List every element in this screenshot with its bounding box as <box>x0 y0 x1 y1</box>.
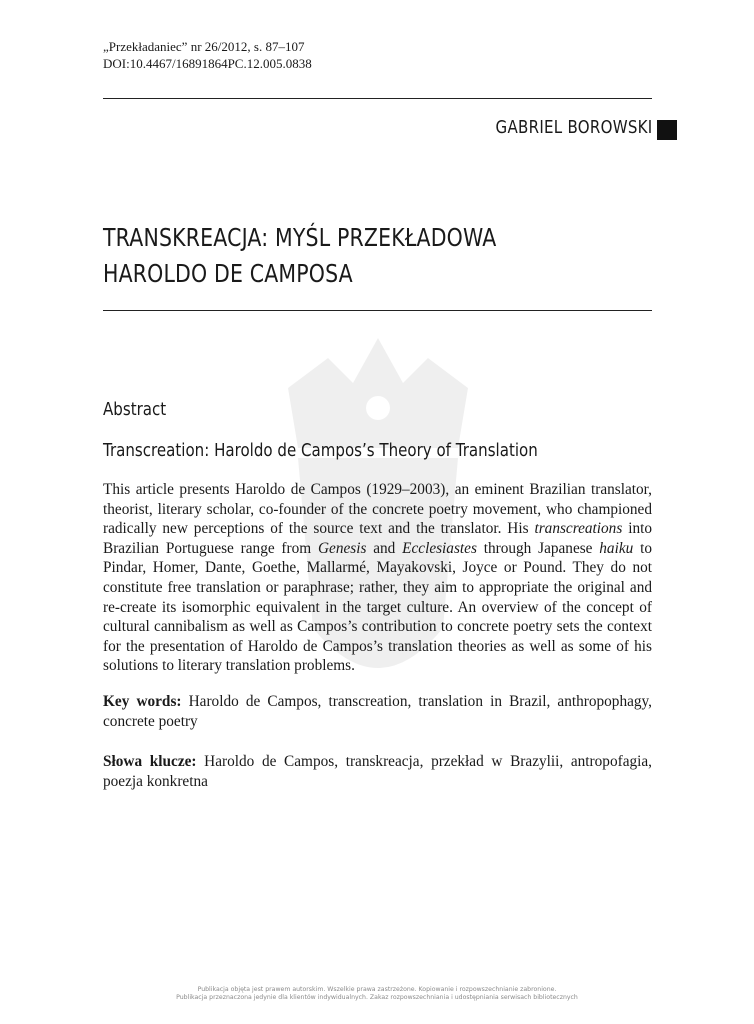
title-line-2: HAROLDO DE CAMPOSA <box>103 259 353 288</box>
abstract-text: This article presents Haroldo de Campos (1929–2003), an eminent Brazilian translator, theorist, literary scholar, co-founder of the concrete poetry movement, who championed radically new perceptions of the source text and the translator. His <box>103 481 652 538</box>
abstract-body <box>103 480 652 676</box>
author-name: GABRIEL BOROWSKI <box>495 118 652 138</box>
keywords-label: Key words: <box>103 693 182 710</box>
emphasis-genesis: Genesis <box>317 539 367 557</box>
abstract-text: into Brazilian Portuguese range from <box>103 520 652 557</box>
copyright-footer <box>0 986 754 1002</box>
keywords-polish <box>103 752 652 791</box>
author-marker <box>657 120 677 140</box>
title-line-1: TRANSKREACJA: MYŚL PRZEKŁADOWA <box>103 223 497 252</box>
abstract-text: and <box>366 539 403 557</box>
emphasis-transcreations: transcreations <box>534 520 623 538</box>
keywords-polish-text: Haroldo de Campos, transkreacja, przekład w Brazylii, antropofagia, poezja konkretna <box>103 753 652 790</box>
title-divider <box>103 310 652 311</box>
footer-line-1: Publikacja objęta jest prawem autorskim. Wszelkie prawa zastrzeżone. Kopiowanie i rozpowszechnianie zabronione. <box>197 986 557 993</box>
emphasis-haiku: haiku <box>599 539 634 557</box>
abstract-heading: Abstract <box>103 400 167 420</box>
journal-citation: „Przekładaniec” nr 26/2012, s. 87–107 <box>103 39 305 54</box>
keywords-polish-label: Słowa klucze: <box>103 753 197 770</box>
top-divider <box>103 98 652 99</box>
abstract-text: through Japanese <box>476 539 600 557</box>
keywords <box>103 692 652 731</box>
keywords-text: Haroldo de Campos, transcreation, translation in Brazil, anthropophagy, concrete poetry <box>103 693 653 730</box>
emphasis-ecclesiastes: Ecclesiastes <box>402 539 477 557</box>
footer-line-2: Publikacja przeznaczona jedynie dla klientów indywidualnych. Zakaz rozpowszechniania i udostępniania serwisach bibliotecznych <box>176 994 578 1001</box>
citation-block <box>103 38 312 72</box>
article-title <box>103 220 496 292</box>
doi: DOI:10.4467/16891864PC.12.005.0838 <box>103 56 312 71</box>
abstract-text: to Pindar, Homer, Dante, Goethe, Mallarmé, Mayakovski, Joyce or Pound. They do not constitute free translation or paraphrase; rather, they aim to appropriate the original and re-create its isomorphic equivalent in the target culture. An overview of the concept of cultural cannibalism as well as Campos’s contribution to concrete poetry sets the context for the presentation of Haroldo de Campos’s translation theories as well as some of his solutions to literary translation problems. <box>103 539 652 675</box>
abstract-subtitle: Transcreation: Haroldo de Campos’s Theory of Translation <box>103 441 538 461</box>
